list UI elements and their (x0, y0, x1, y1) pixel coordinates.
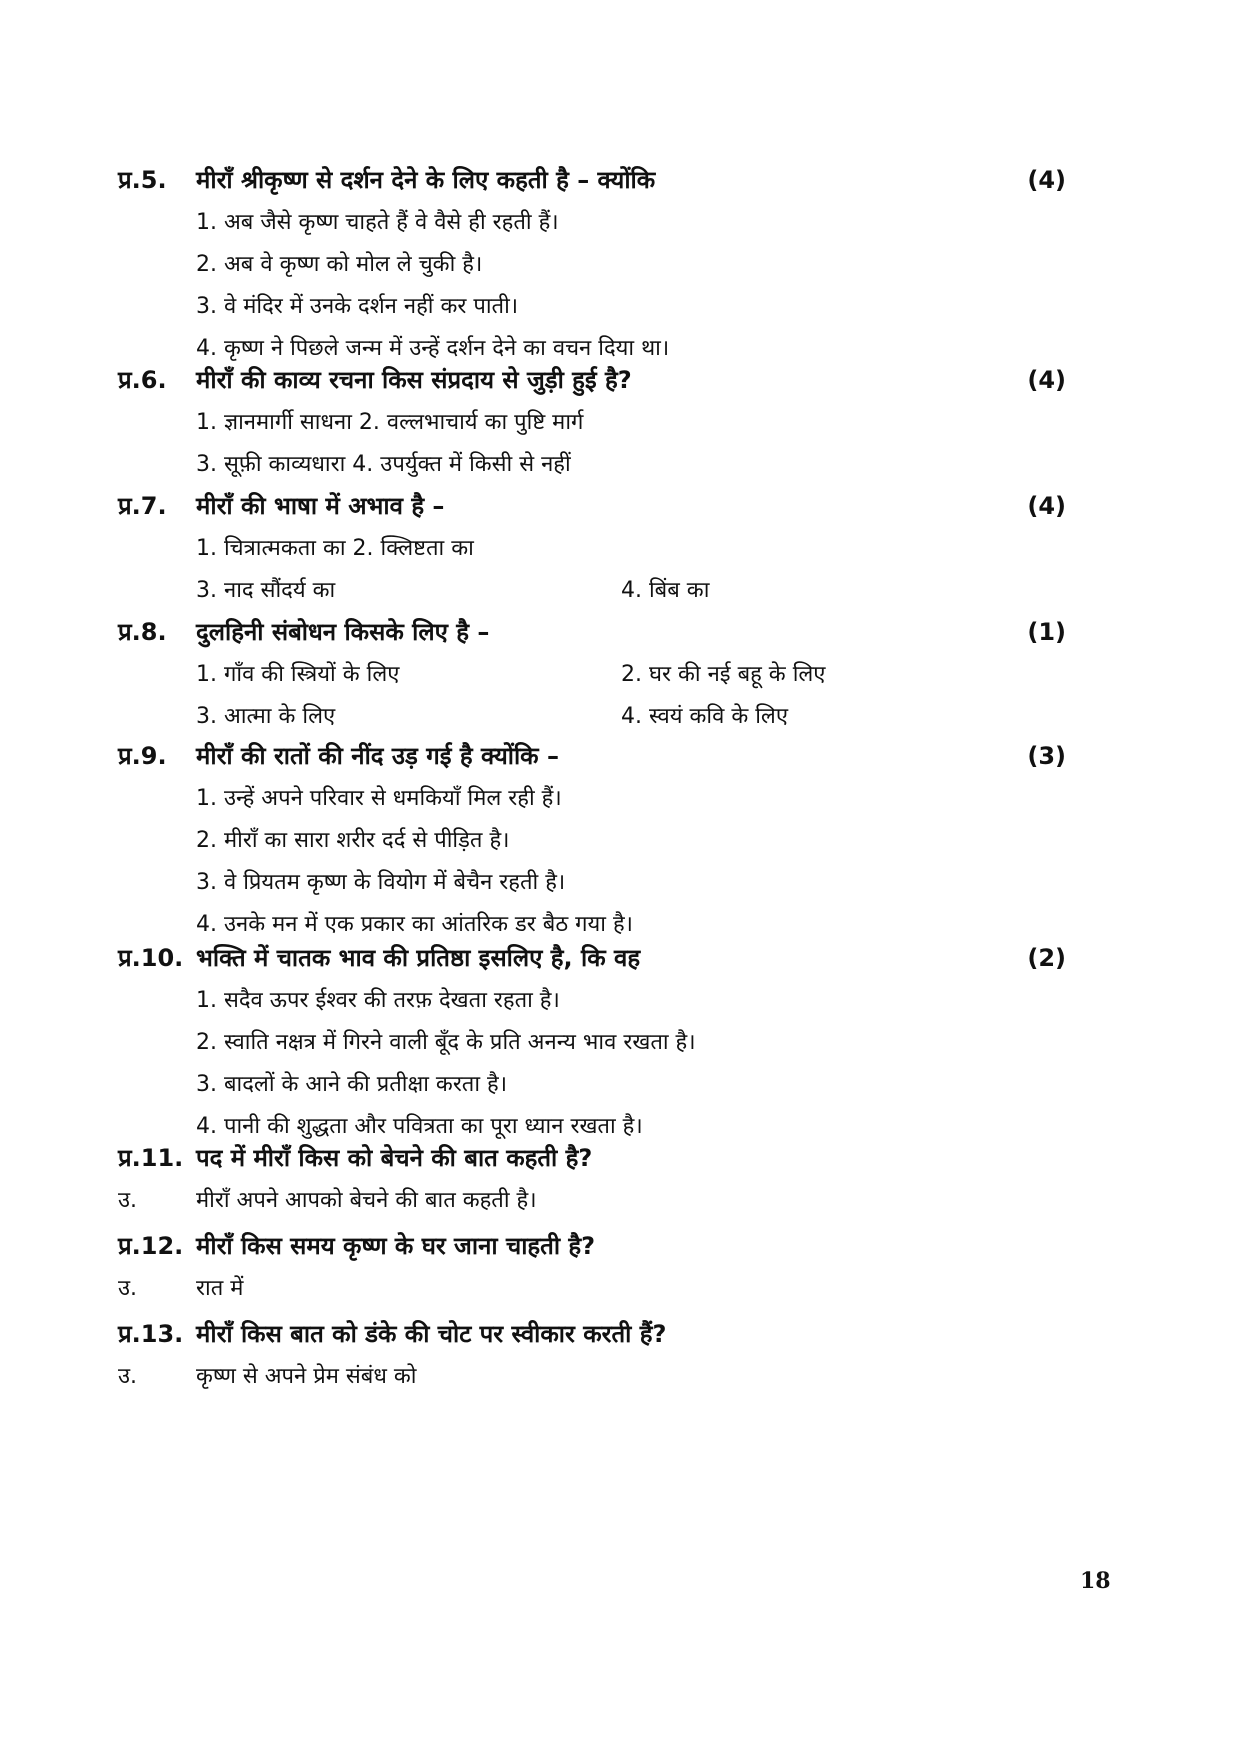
option: 4. स्वयं कवि के लिए (621, 704, 789, 729)
option: 3. बादलों के आने की प्रतीक्षा करता है। (196, 1072, 508, 1097)
question-text: भक्ति में चातक भाव की प्रतिष्ठा इसलिए है, कि वह (196, 944, 641, 972)
question-number: प्र.7. (118, 492, 167, 520)
question-text: मीराँ किस बात को डंके की चोट पर स्वीकार करती हैं? (196, 1320, 667, 1348)
question-header (118, 358, 1078, 402)
answer-text: कृष्ण से अपने प्रेम संबंध को (196, 1364, 417, 1389)
question-number: प्र.10. (118, 944, 184, 972)
question-header (118, 734, 1078, 778)
question-marks: (3) (1027, 742, 1066, 770)
question-9 (118, 734, 1078, 946)
question-header (118, 936, 1078, 980)
question-10 (118, 936, 1078, 1148)
question-header (118, 158, 1078, 202)
option: 3. नाद सौंदर्य का (196, 578, 336, 603)
option: 3. वे मंदिर में उनके दर्शन नहीं कर पाती। (196, 294, 519, 319)
option: 4. पानी की शुद्धता और पवित्रता का पूरा ध्यान रखता है। (196, 1114, 643, 1139)
question-12 (118, 1224, 1078, 1310)
option: 1. सदैव ऊपर ईश्वर की तरफ़ देखता रहता है। (196, 988, 560, 1013)
question-7 (118, 484, 1078, 612)
question-number: प्र.8. (118, 618, 167, 646)
question-number: प्र.6. (118, 366, 167, 394)
answer-text: रात में (196, 1276, 244, 1301)
question-marks: (4) (1027, 166, 1066, 194)
option: 4. उनके मन में एक प्रकार का आंतरिक डर बैठ गया है। (196, 912, 633, 937)
question-marks: (2) (1027, 944, 1066, 972)
option: 3. सूफ़ी काव्यधारा 4. उपर्युक्त में किसी से नहीं (196, 452, 571, 477)
question-marks: (4) (1027, 492, 1066, 520)
answer (118, 1268, 1078, 1310)
option: 2. घर की नई बहू के लिए (621, 662, 826, 687)
question-marks: (4) (1027, 366, 1066, 394)
question-header (118, 484, 1078, 528)
option: 2. अब वे कृष्ण को मोल ले चुकी है। (196, 252, 483, 277)
answer (118, 1180, 1078, 1222)
option: 1. ज्ञानमार्गी साधना 2. वल्लभाचार्य का पुष्टि मार्ग (196, 410, 584, 435)
question-text: मीराँ किस समय कृष्ण के घर जाना चाहती है? (196, 1232, 596, 1260)
question-number: प्र.11. (118, 1144, 184, 1172)
option: 1. उन्हें अपने परिवार से धमकियाँ मिल रही हैं। (196, 786, 562, 811)
answer-text: मीराँ अपने आपको बेचने की बात कहती है। (196, 1188, 537, 1213)
question-header (118, 1312, 1078, 1356)
question-number: प्र.9. (118, 742, 167, 770)
option: 1. गाँव की स्त्रियों के लिए (196, 662, 400, 687)
answer-label: उ. (118, 1276, 138, 1301)
question-header (118, 1136, 1078, 1180)
option: 4. कृष्ण ने पिछले जन्म में उन्हें दर्शन देने का वचन दिया था। (196, 336, 670, 361)
option: 4. बिंब का (621, 578, 710, 603)
option: 3. वे प्रियतम कृष्ण के वियोग में बेचैन रहती है। (196, 870, 566, 895)
option: 3. आत्मा के लिए (196, 704, 336, 729)
answer (118, 1356, 1078, 1398)
answer-label: उ. (118, 1364, 138, 1389)
question-header (118, 1224, 1078, 1268)
option: 1. चित्रात्मकता का 2. क्लिष्टता का (196, 536, 474, 561)
question-text: पद में मीराँ किस को बेचने की बात कहती है? (196, 1144, 593, 1172)
option-row (196, 696, 1078, 738)
option: 1. अब जैसे कृष्ण चाहते हैं वे वैसे ही रहती हैं। (196, 210, 559, 235)
option: 2. मीराँ का सारा शरीर दर्द से पीड़ित है। (196, 828, 510, 853)
question-8 (118, 610, 1078, 738)
question-text: दुलहिनी संबोधन किसके लिए है – (196, 618, 490, 646)
option-row (196, 570, 1078, 612)
question-number: प्र.12. (118, 1232, 184, 1260)
question-text: मीराँ श्रीकृष्ण से दर्शन देने के लिए कहती है – क्योंकि (196, 166, 656, 194)
question-number: प्र.5. (118, 166, 167, 194)
question-number: प्र.13. (118, 1320, 184, 1348)
question-header (118, 610, 1078, 654)
question-11 (118, 1136, 1078, 1222)
answer-label: उ. (118, 1188, 138, 1213)
question-text: मीराँ की रातों की नींद उड़ गई है क्योंकि – (196, 742, 559, 770)
question-marks: (1) (1027, 618, 1066, 646)
question-text: मीराँ की काव्य रचना किस संप्रदाय से जुड़ी हुई है? (196, 366, 632, 394)
question-5 (118, 158, 1078, 370)
option-row (196, 654, 1078, 696)
question-13 (118, 1312, 1078, 1398)
question-6 (118, 358, 1078, 486)
option: 2. स्वाति नक्षत्र में गिरने वाली बूँद के प्रति अनन्य भाव रखता है। (196, 1030, 696, 1055)
question-text: मीराँ की भाषा में अभाव है – (196, 492, 445, 520)
page-number: 18 (1080, 1568, 1111, 1594)
